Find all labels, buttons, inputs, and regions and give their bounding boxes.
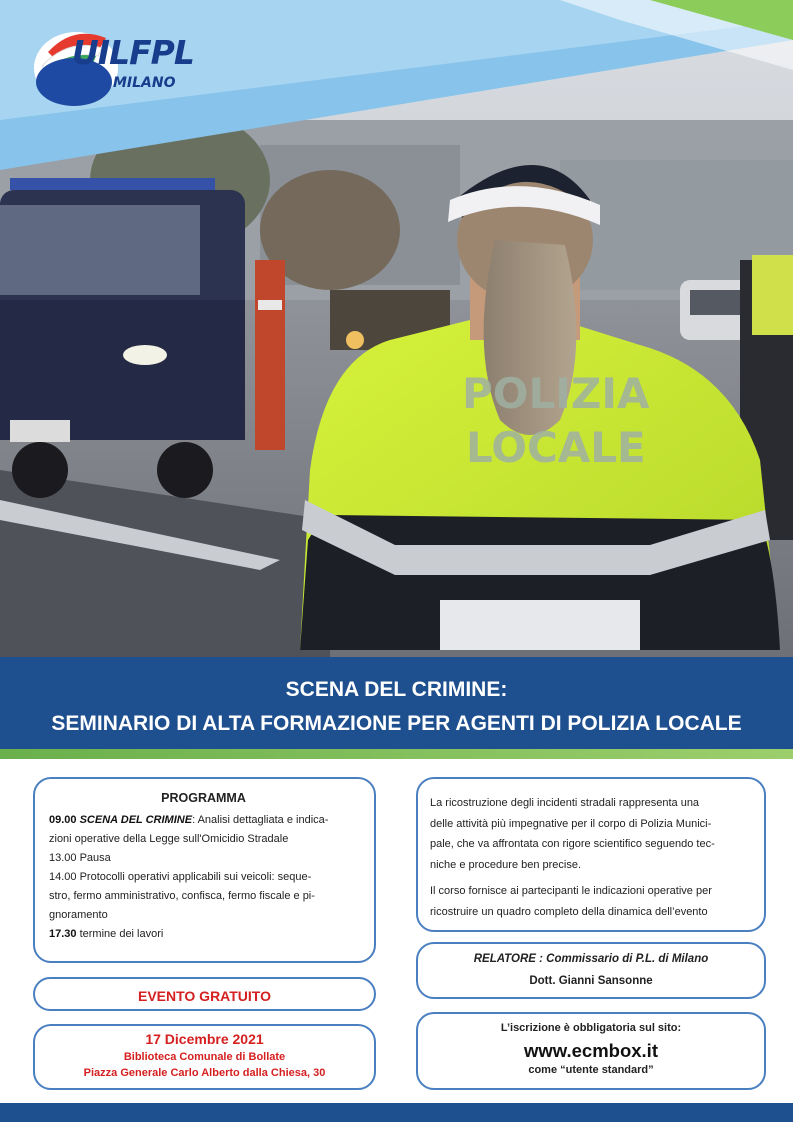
program-item-4-time: 17.30 [49, 928, 77, 940]
vest-text-line2: LOCALE [466, 423, 646, 472]
event-subtitle: SEMINARIO DI ALTA FORMAZIONE PER AGENTI DI POLIZIA LOCALE [51, 712, 742, 735]
program-item-4 [49, 925, 358, 944]
description-p1-line1: La ricostruzione degli incidenti stradali rappresenta una [430, 797, 700, 809]
program-item-4-text: termine dei lavori [76, 928, 164, 940]
footer-band [0, 1103, 793, 1122]
description-p2-line2: ricostruire un quadro completo della dinamica dell’evento [430, 905, 708, 918]
event-venue: Biblioteca Comunale di Bollate [123, 1051, 286, 1063]
description-p1-line2: delle attività più impegnative per il corpo di Polizia Munici- [430, 817, 712, 830]
program-item-1-text: : Analisi dettagliata e indica- [192, 814, 329, 826]
speaker-box [416, 942, 766, 999]
free-event-label: EVENTO GRATUITO [137, 988, 271, 1004]
signup-box [416, 1012, 766, 1090]
program-item-1-topic: SCENA DEL CRIMINE [79, 814, 193, 826]
speaker-role: RELATORE : Commissario di P.L. di Milano [473, 953, 709, 965]
program-item-3-cont: stro, fermo amministrativo, confisca, fermo fiscale e pi- [49, 890, 315, 902]
program-item-1 [49, 811, 358, 830]
speaker-name: Dott. Gianni Sansonne [529, 975, 653, 987]
program-box [33, 777, 376, 963]
program-item-3-cont2: gnoramento [49, 909, 108, 921]
program-item-2: 13.00 Pausa [49, 852, 111, 864]
description-p1-line3: pale, che va affrontata con rigore scientifico seguendo tec- [430, 838, 715, 850]
program-item-3: 14.00 Protocolli operativi applicabili sui veicoli: seque- [49, 871, 312, 883]
venue-box [33, 1024, 376, 1090]
event-date: 17 Dicembre 2021 [145, 1031, 264, 1047]
program-item-1-time: 09.00 [49, 814, 77, 826]
event-title: SCENA DEL CRIMINE: [285, 678, 508, 701]
signup-user-type: come “utente standard” [528, 1064, 654, 1076]
logo-city: MILANO [113, 75, 176, 91]
event-address: Piazza Generale Carlo Alberto dalla Chiesa, 30 [83, 1067, 326, 1079]
description-box [416, 777, 766, 932]
program-item-1-cont: zioni operative della Legge sull'Omicidio Stradale [49, 833, 289, 845]
title-band [0, 657, 793, 749]
free-event-box [33, 977, 376, 1011]
title-stripe [0, 749, 793, 759]
description-p2-line1: Il corso fornisce ai partecipanti le indicazioni operative per [430, 885, 712, 897]
vest-text-line1: POLIZIA [462, 369, 650, 418]
signup-note: L’iscrizione è obbligatoria sul sito: [500, 1022, 682, 1034]
description-p1-line4: niche e procedure ben precise. [430, 858, 582, 871]
program-heading: PROGRAMMA [161, 791, 246, 805]
signup-site-link[interactable]: www.ecmbox.it [524, 1040, 658, 1061]
logo-wordmark: UILFPL [72, 33, 194, 72]
